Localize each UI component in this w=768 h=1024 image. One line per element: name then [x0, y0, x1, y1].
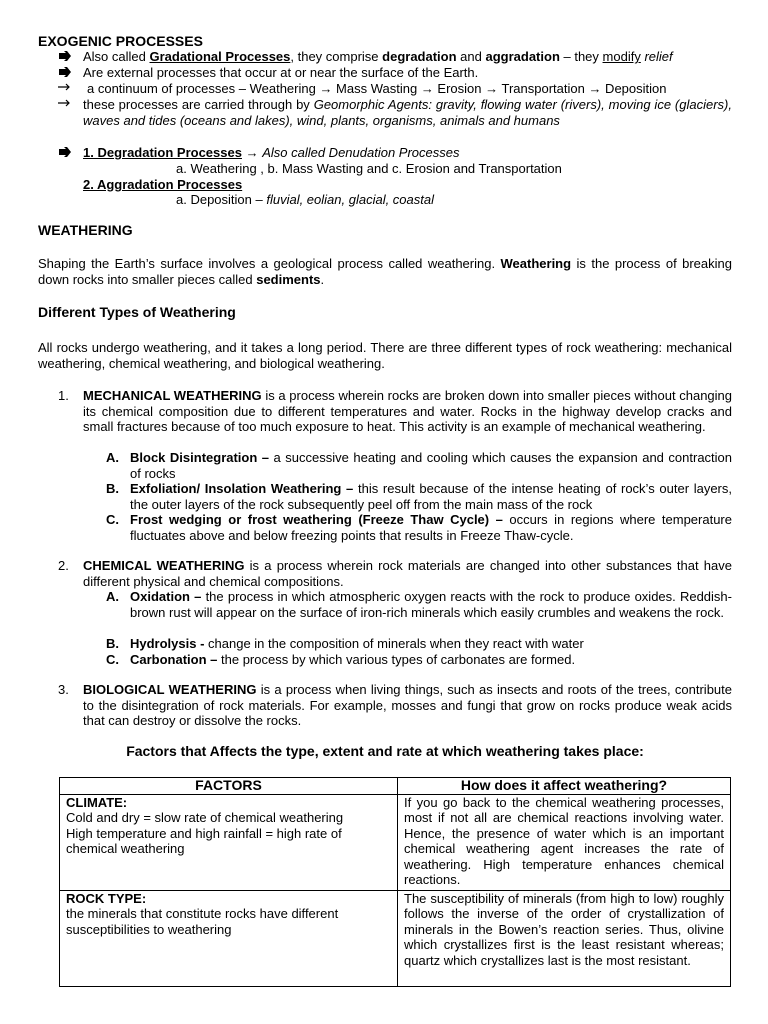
aggradation-line: 2. Aggradation Processes [83, 177, 243, 192]
pointing-hand-bullet-icon [58, 146, 72, 162]
table-row [60, 890, 731, 986]
mechanical-b-text: Exfoliation/ Insolation Weathering – this result because of the intense heating of rock’s outer layers, the outer layers of the rock subsequently peel off from the main mass of the rock [130, 481, 733, 512]
exogenic-bullet-3: a continuum of processes – Weathering → Mass Wasting → Erosion → Transportation → Deposition [87, 81, 667, 96]
climate-line-1: Cold and dry = slow rate of chemical weathering [66, 810, 344, 825]
climate-factor-cell [60, 794, 398, 890]
degradation-subitems: a. Weathering , b. Mass Wasting and c. Erosion and Transportation [176, 161, 562, 176]
pointing-hand-bullet-icon [58, 50, 72, 66]
types-heading: Different Types of Weathering [38, 304, 236, 320]
exogenic-heading: EXOGENIC PROCESSES [38, 33, 203, 49]
factors-heading: Factors that Affects the type, extent and rate at which weathering takes place: [126, 743, 644, 759]
climate-effect-cell: If you go back to the chemical weathering processes, most if not all are chemical reactions involving water. Hence, the presence of water which is an important chemical weathering agent increases the rate of weathering. High temperature enhances chemical reactions. [398, 794, 731, 890]
pointing-hand-bullet-icon [58, 66, 72, 82]
arrow-bullet-icon [58, 81, 72, 97]
exogenic-bullet-4: these processes are carried through by Geomorphic Agents: gravity, flowing water (rivers), moving ice (glaciers), waves and tides (oceans and lakes), wind, plants, organisms, animals and humans [83, 97, 732, 128]
types-intro: All rocks undergo weathering, and it takes a long period. There are three different types of rock weathering: mechanical weathering, chemical weathering, and biological weathering. [38, 340, 732, 371]
mechanical-b-letter: B. [106, 481, 119, 496]
biological-paragraph: BIOLOGICAL WEATHERING is a process when living things, such as insects and roots of the trees, contribute to the disintegration of rock materials. For example, mosses and fungi that grow on rocks produce weak acids that can destroy or dissolve the rocks. [83, 682, 732, 728]
mechanical-paragraph: MECHANICAL WEATHERING is a process wherein rocks are broken down into smaller pieces without changing its chemical composition due to different temperatures and water. Rocks in the highway develop cracks and small fractures because of too much exposure to heat. This activity is an example of mechanical weathering. [83, 388, 733, 434]
arrow-bullet-icon [58, 97, 72, 113]
aggradation-subitem: a. Deposition – fluvial, eolian, glacial, coastal [176, 192, 434, 207]
climate-title: CLIMATE: [66, 794, 128, 810]
table-header-factors: FACTORS [60, 778, 398, 795]
chemical-b-letter: B. [106, 636, 119, 651]
rock-type-effect-cell: The susceptibility of minerals (from high to low) roughly follows the inverse of the order of crystallization of minerals in the Bowen’s reaction series. Thus, olivine which crystallizes first is the least resistant whereas; quartz which crystallizes last is the most resistant. [398, 890, 731, 986]
exogenic-bullet-2: Are external processes that occur at or near the surface of the Earth. [83, 65, 479, 80]
biological-number: 3. [58, 682, 69, 697]
chemical-a-text: Oxidation – the process in which atmospheric oxygen reacts with the rock to produce oxides. Reddish-brown rust will appear on the surface of iron-rich minerals which easily crumbles and weakens the rock. [130, 589, 732, 620]
mechanical-a-text: Block Disintegration – a successive heating and cooling which causes the expansion and contraction of rocks [130, 450, 733, 481]
chemical-a-letter: A. [106, 589, 119, 604]
rock-type-line-1: the minerals that constitute rocks have different susceptibilities to weathering [66, 906, 339, 937]
table-header-effect: How does it affect weathering? [398, 778, 731, 795]
rock-type-title: ROCK TYPE: [66, 890, 147, 906]
table-header-row [60, 778, 731, 795]
factors-table [59, 777, 731, 987]
chemical-c-letter: C. [106, 652, 119, 667]
chemical-paragraph: CHEMICAL WEATHERING is a process wherein rock materials are changed into other substances that have different physical and chemical compositions. [83, 558, 732, 589]
table-row [60, 794, 731, 890]
mechanical-c-letter: C. [106, 512, 119, 527]
mechanical-c-text: Frost wedging or frost weathering (Freeze Thaw Cycle) – occurs in regions where temperature fluctuates above and below freezing points that results in Freeze Thaw-cycle. [130, 512, 732, 543]
chemical-c-text: Carbonation – the process by which various types of carbonates are formed. [130, 652, 576, 667]
weathering-heading: WEATHERING [38, 222, 133, 238]
mechanical-number: 1. [58, 388, 69, 403]
chemical-number: 2. [58, 558, 69, 573]
chemical-b-text: Hydrolysis - change in the composition of minerals when they react with water [130, 636, 584, 651]
mechanical-a-letter: A. [106, 450, 119, 465]
degradation-line: 1. Degradation Processes → Also called Denudation Processes [83, 145, 460, 160]
climate-line-2: High temperature and high rainfall = high rate of chemical weathering [66, 825, 342, 856]
rock-type-factor-cell [60, 890, 398, 986]
exogenic-bullet-1: Also called Gradational Processes, they comprise degradation and aggradation – they modify relief [83, 49, 673, 64]
weathering-paragraph: Shaping the Earth’s surface involves a geological process called weathering. Weathering is the process of breaking down rocks into smaller pieces called sediments. [38, 256, 732, 287]
